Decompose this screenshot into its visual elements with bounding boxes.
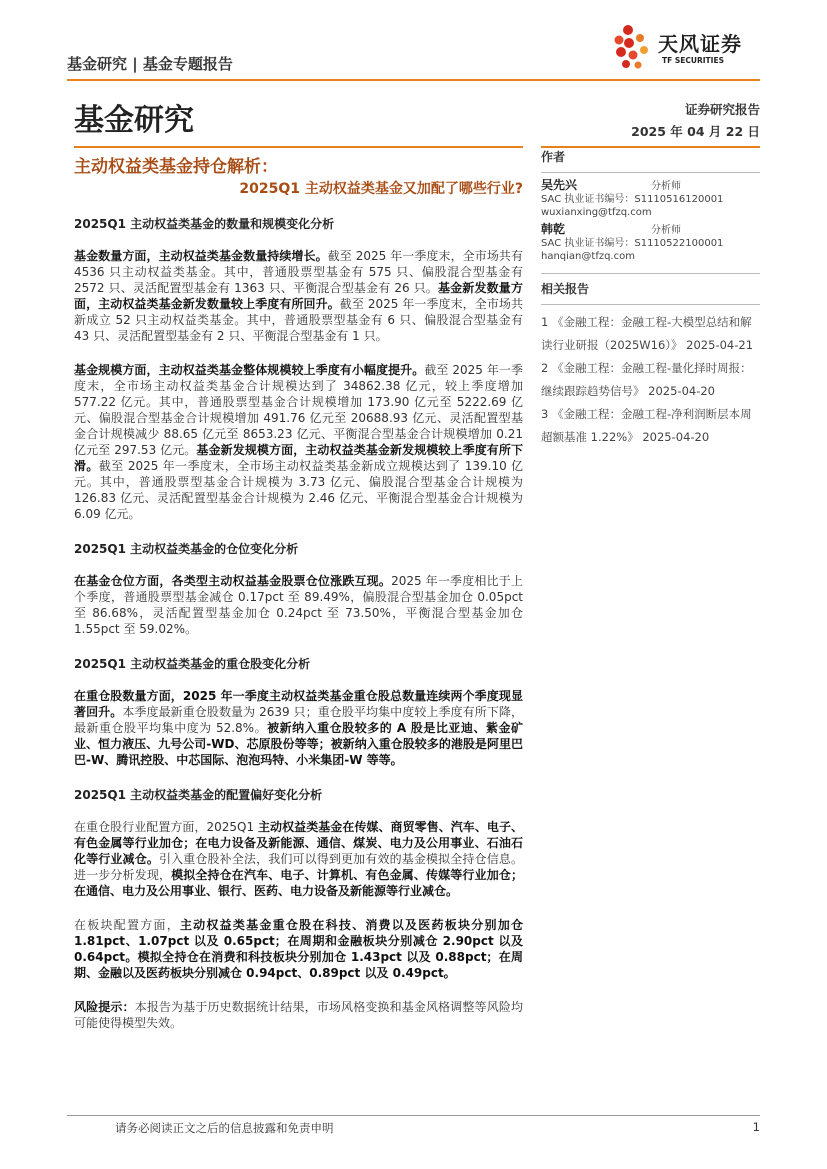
author-card	[541, 223, 760, 263]
divider	[541, 172, 760, 173]
footer-disclaimer: 请务必阅读正文之后的信息披露和免责申明	[115, 1121, 334, 1135]
author-name: 韩乾	[541, 222, 566, 236]
paragraph: 在重仓股数量方面，2025 年一季度主动权益类基金重仓股总数量连续两个季度现显著回升。本季度最新重仓股数量为 2639 只；重仓股平均集中度较上季度有所下降，最新重仓股平均集中度为 52.8%。被新纳入重仓股较多的 A 股是比亚迪、紫金矿业、恒力液压、九号公司-WD、芯原股份等等；被新纳入重仓股较多的港股是阿里巴巴-W、腾讯控股、中芯国际、泡泡玛特、小米集团-W 等等。	[74, 689, 523, 767]
author-card	[541, 179, 760, 219]
author-email[interactable]: wuxianxing@tfzq.com	[541, 207, 652, 218]
risk-warning: 风险提示：本报告为基于历史数据统计结果，市场风格变换和基金风格调整等风险均可能使得模型失效。	[74, 1000, 523, 1030]
footer-rule	[67, 1115, 760, 1116]
section-heading: 2025Q1 主动权益类基金的重仓股变化分析	[74, 657, 311, 671]
paragraph: 在板块配置方面，主动权益类基金重仓股在科技、消费以及医药板块分别加仓 1.81pct、1.07pct 以及 0.65pct；在周期和金融板块分别减仓 2.90pct 以及 0.64pct。模拟全持仓在消费和科技板块分别加仓 1.43pct 以及 0.88pct；在周期、金融以及医药板块分别减仓 0.94pct、0.89pct 以及 0.49pct。	[74, 918, 523, 980]
title-rule	[74, 146, 523, 148]
author-role: 分析师	[651, 225, 681, 236]
logo-mark-icon	[612, 22, 658, 70]
logo-name: 天风证券	[658, 32, 742, 56]
company-logo	[612, 22, 762, 70]
paragraph: 基金数量方面，主动权益类基金数量持续增长。截至 2025 年一季度末，全市场共有 4536 只主动权益类基金。其中，普通股票型基金有 575 只、偏股混合型基金有 2572 只、灵活配置型基金有 1363 只、平衡混合型基金有 26 只。基金新发数量方面，主动权益类基金新发数量较上季度有所回升。截至 2025 年一季度末，全市场共新成立 52 只主动权益类基金。其中，普通股票型基金有 6 只、偏股混合型基金有 43 只、灵活配置型基金有 2 只、平衡混合型基金有 1 只。	[74, 249, 523, 343]
page-number: 1	[752, 1120, 760, 1134]
author-role: 分析师	[651, 181, 681, 192]
related-report-link[interactable]: 2 《金融工程：金融工程-量化择时周报：继续跟踪趋势信号》 2025-04-20	[541, 361, 752, 398]
section-heading: 2025Q1 主动权益类基金的配置偏好变化分析	[74, 788, 323, 802]
author-cert: SAC 执业证书编号：S1110516120001	[541, 194, 724, 205]
logo-en: TF SECURITIES	[662, 56, 724, 65]
paragraph: 在基金仓位方面，各类型主动权益基金股票仓位涨跌互现。2025 年一季度相比于上个季度，普通股票型基金减仓 0.17pct 至 89.49%，偏股混合型基金加仓 0.05pct 至 86.68%，灵活配置型基金加仓 0.24pct 至 73.50%，平衡混合型基金加仓 1.55pct 至 59.02%。	[74, 574, 523, 636]
reports-heading: 相关报告	[541, 282, 590, 296]
doc-date: 2025 年 04 月 22 日	[631, 124, 760, 139]
related-report-link[interactable]: 3 《金融工程：金融工程-净利润断层本周超额基准 1.22%》 2025-04-20	[541, 407, 752, 444]
report-subtitle: 2025Q1 主动权益类基金又加配了哪些行业?	[239, 181, 523, 197]
header-category: 基金研究 | 基金专题报告	[67, 55, 233, 73]
authors-heading: 作者	[541, 150, 566, 164]
divider	[541, 273, 760, 274]
section-heading: 2025Q1 主动权益类基金的数量和规模变化分析	[74, 217, 335, 231]
paragraph: 基金规模方面，主动权益类基金整体规模较上季度有小幅度提升。截至 2025 年一季度末，全市场主动权益类基金合计规模达到了 34862.38 亿元，较上季度增加 577.22 亿元。其中，普通股票型基金合计规模增加 173.90 亿元至 5222.69 亿元、偏股混合型基金合计规模增加 491.76 亿元至 20688.93 亿元、灵活配置型基金合计规模减少 88.65 亿元至 8653.23 亿元、平衡混合型基金合计规模增加 0.21 亿元至 297.53 亿元。基金新发规模方面，主动权益类基金新发规模较上季度有所下滑。截至 2025 年一季度末，全市场主动权益类基金新成立规模达到了 139.10 亿元。其中，普通股票型基金合计规模为 3.73 亿元、偏股混合型基金合计规模为 126.83 亿元、灵活配置型基金合计规模为 2.46 亿元、平衡混合型基金合计规模为 6.09 亿元。	[74, 363, 523, 521]
divider	[541, 304, 760, 305]
doc-type: 证券研究报告	[684, 102, 760, 117]
page-title: 基金研究	[74, 103, 194, 138]
sidebar	[541, 146, 760, 449]
related-report-link[interactable]: 1 《金融工程：金融工程-大模型总结和解读行业研报（2025W16）》 2025-04-21	[541, 315, 754, 352]
top-rule	[67, 79, 760, 81]
author-name: 吴先兴	[541, 178, 578, 192]
report-title: 主动权益类基金持仓解析：	[74, 157, 278, 177]
author-cert: SAC 执业证书编号：S1110522100001	[541, 238, 724, 249]
section-heading: 2025Q1 主动权益类基金的仓位变化分析	[74, 542, 299, 556]
main-content	[74, 215, 523, 1049]
paragraph: 在重仓股行业配置方面，2025Q1 主动权益类基金在传媒、商贸零售、汽车、电子、有色金属等行业加仓；在电力设备及新能源、通信、煤炭、电力及公用事业、石油石化等行业减仓。引入重仓股补全法，我们可以得到更加有效的基金模拟全持仓信息。进一步分析发现，模拟全持仓在汽车、电子、计算机、有色金属、传媒等行业加仓；在通信、电力及公用事业、银行、医药、电力设备及新能源等行业减仓。	[74, 820, 523, 898]
author-email[interactable]: hanqian@tfzq.com	[541, 251, 635, 262]
